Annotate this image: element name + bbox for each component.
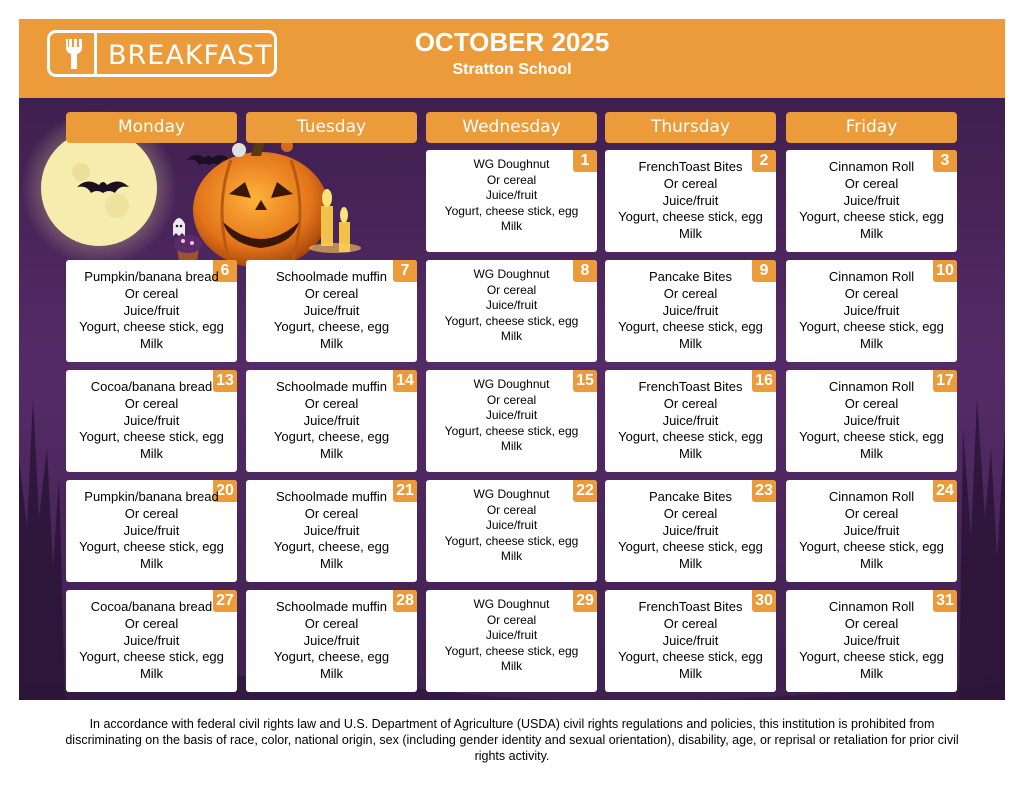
menu-line: Juice/fruit (303, 302, 360, 318)
menu-line: Milk (139, 666, 164, 682)
day-number: 14 (393, 370, 417, 392)
menu-line: Or cereal (663, 285, 718, 301)
menu-line: Yogurt, cheese stick, egg (79, 429, 224, 445)
menu-line: Juice/fruit (303, 632, 360, 648)
day-header-wednesday: Wednesday (426, 112, 597, 143)
day-cell (66, 480, 237, 582)
menu-main-item: Pumpkin/banana bread (84, 489, 219, 504)
menu-line: Yogurt, cheese, egg (273, 319, 390, 335)
menu-main-item: WG Doughnut (473, 377, 550, 391)
menu-line: Or cereal (663, 505, 718, 521)
menu-line: Yogurt, cheese stick, egg (618, 649, 763, 665)
menu-main-item: FrenchToast Bites (638, 159, 743, 174)
menu-main-item: Schoolmade muffin (275, 489, 388, 504)
menu-line: Juice/fruit (303, 412, 360, 428)
day-cell (605, 150, 776, 252)
menu-line: Juice/fruit (485, 188, 538, 202)
menu-main-item: Pancake Bites (648, 269, 733, 284)
menu-line: Juice/fruit (123, 522, 180, 538)
day-number: 30 (752, 590, 776, 612)
menu-main-item: Cinnamon Roll (828, 269, 915, 284)
day-number: 9 (752, 260, 776, 282)
menu-line: Yogurt, cheese stick, egg (799, 429, 944, 445)
day-cell (426, 260, 597, 362)
day-number: 21 (393, 480, 417, 502)
menu-line: Milk (859, 336, 884, 352)
menu-line: Yogurt, cheese stick, egg (444, 203, 579, 218)
menu-line: Yogurt, cheese stick, egg (618, 209, 763, 225)
menu-line: Yogurt, cheese stick, egg (799, 319, 944, 335)
day-cell (66, 590, 237, 692)
menu-line: Milk (319, 556, 344, 572)
day-number: 1 (573, 150, 597, 172)
menu-line: Milk (678, 446, 703, 462)
menu-main-item: Schoolmade muffin (275, 599, 388, 614)
menu-line: Or cereal (844, 175, 899, 191)
day-number: 6 (213, 260, 237, 282)
day-cell (786, 480, 957, 582)
day-number: 20 (213, 480, 237, 502)
menu-main-item: Schoolmade muffin (275, 379, 388, 394)
menu-line: Yogurt, cheese stick, egg (618, 539, 763, 555)
menu-line: Milk (139, 336, 164, 352)
menu-line: Or cereal (124, 615, 179, 631)
menu-line: Or cereal (304, 615, 359, 631)
day-number: 27 (213, 590, 237, 612)
menu-line: Milk (139, 556, 164, 572)
menu-line: Yogurt, cheese stick, egg (79, 649, 224, 665)
menu-line: Juice/fruit (662, 412, 719, 428)
menu-main-item: Pancake Bites (648, 489, 733, 504)
menu-line: Yogurt, cheese stick, egg (799, 649, 944, 665)
menu-line: Milk (500, 549, 523, 563)
menu-line: Milk (500, 659, 523, 673)
menu-line: Milk (319, 336, 344, 352)
menu-line: Juice/fruit (303, 522, 360, 538)
day-cell (246, 590, 417, 692)
day-cell (786, 260, 957, 362)
menu-line: Milk (500, 329, 523, 343)
menu-line: Yogurt, cheese stick, egg (799, 539, 944, 555)
logo-text: BREAKFAST (108, 40, 273, 71)
menu-main-item: Cinnamon Roll (828, 489, 915, 504)
menu-line: Juice/fruit (485, 298, 538, 312)
day-number: 17 (933, 370, 957, 392)
day-number: 10 (933, 260, 957, 282)
menu-main-item: Cinnamon Roll (828, 159, 915, 174)
day-number: 23 (752, 480, 776, 502)
menu-line: Milk (678, 336, 703, 352)
day-cell (605, 590, 776, 692)
day-cell (246, 260, 417, 362)
day-number: 15 (573, 370, 597, 392)
day-cell (605, 260, 776, 362)
day-cell (66, 260, 237, 362)
menu-line: Milk (678, 666, 703, 682)
menu-line: Milk (859, 666, 884, 682)
menu-line: Yogurt, cheese stick, egg (444, 533, 579, 548)
menu-line: Or cereal (663, 395, 718, 411)
menu-line: Or cereal (304, 285, 359, 301)
menu-line: Yogurt, cheese stick, egg (79, 539, 224, 555)
menu-line: Milk (500, 439, 523, 453)
day-number: 7 (393, 260, 417, 282)
jack-o-lantern-icon (193, 128, 329, 268)
menu-line: Milk (500, 219, 523, 233)
day-number: 16 (752, 370, 776, 392)
day-cell (786, 150, 957, 252)
day-number: 3 (933, 150, 957, 172)
day-cell (426, 150, 597, 252)
menu-line: Milk (319, 666, 344, 682)
civil-rights-statement: In accordance with federal civil rights law and U.S. Department of Agriculture (USDA) civil rights regulations and policies, this institution is prohibited from discriminating on the basis of race, color, national origin, sex (including gender identity and sexual orientation), disability, age, or reprisal or retaliation for prior civil rights activity. (65, 717, 959, 763)
menu-line: Yogurt, cheese stick, egg (618, 429, 763, 445)
day-number: 8 (573, 260, 597, 282)
menu-line: Juice/fruit (485, 408, 538, 422)
menu-line: Or cereal (486, 172, 537, 187)
header-banner (19, 19, 1005, 98)
day-header-thursday: Thursday (605, 112, 776, 143)
day-cell (605, 480, 776, 582)
day-number: 31 (933, 590, 957, 612)
day-number: 2 (752, 150, 776, 172)
menu-line: Yogurt, cheese stick, egg (444, 423, 579, 438)
menu-line: Milk (139, 446, 164, 462)
menu-line: Juice/fruit (123, 632, 180, 648)
menu-line: Juice/fruit (662, 192, 719, 208)
menu-line: Yogurt, cheese stick, egg (444, 643, 579, 658)
menu-line: Juice/fruit (662, 632, 719, 648)
menu-line: Yogurt, cheese, egg (273, 429, 390, 445)
day-number: 13 (213, 370, 237, 392)
day-number: 24 (933, 480, 957, 502)
day-number: 22 (573, 480, 597, 502)
menu-main-item: Cinnamon Roll (828, 599, 915, 614)
menu-line: Or cereal (844, 285, 899, 301)
day-cell (605, 370, 776, 472)
menu-line: Yogurt, cheese, egg (273, 649, 390, 665)
day-cell (66, 370, 237, 472)
day-cell (786, 370, 957, 472)
day-number: 28 (393, 590, 417, 612)
day-cell (426, 590, 597, 692)
menu-line: Juice/fruit (843, 632, 900, 648)
menu-main-item: Cinnamon Roll (828, 379, 915, 394)
ghost-icon (173, 218, 185, 236)
menu-line: Or cereal (124, 285, 179, 301)
day-header-friday: Friday (786, 112, 957, 143)
menu-line: Juice/fruit (123, 302, 180, 318)
menu-line: Milk (859, 446, 884, 462)
menu-line: Juice/fruit (843, 302, 900, 318)
menu-line: Or cereal (844, 505, 899, 521)
menu-line: Or cereal (124, 505, 179, 521)
day-header-monday: Monday (66, 112, 237, 143)
menu-line: Juice/fruit (662, 302, 719, 318)
menu-main-item: FrenchToast Bites (638, 599, 743, 614)
menu-line: Or cereal (304, 505, 359, 521)
menu-line: Milk (678, 556, 703, 572)
menu-line: Yogurt, cheese stick, egg (79, 319, 224, 335)
menu-main-item: FrenchToast Bites (638, 379, 743, 394)
menu-line: Juice/fruit (662, 522, 719, 538)
menu-line: Or cereal (663, 175, 718, 191)
menu-line: Or cereal (304, 395, 359, 411)
menu-line: Yogurt, cheese stick, egg (444, 313, 579, 328)
menu-line: Or cereal (663, 615, 718, 631)
menu-main-item: Pumpkin/banana bread (84, 269, 219, 284)
menu-main-item: Schoolmade muffin (275, 269, 388, 284)
day-cell (786, 590, 957, 692)
menu-line: Or cereal (124, 395, 179, 411)
menu-line: Juice/fruit (843, 522, 900, 538)
menu-line: Juice/fruit (123, 412, 180, 428)
menu-line: Juice/fruit (843, 192, 900, 208)
page-subtitle: Stratton School (452, 61, 572, 78)
menu-main-item: WG Doughnut (473, 487, 550, 501)
menu-line: Yogurt, cheese, egg (273, 539, 390, 555)
menu-main-item: Cocoa/banana bread (90, 379, 213, 394)
menu-line: Or cereal (486, 392, 537, 407)
menu-line: Or cereal (486, 282, 537, 297)
menu-line: Yogurt, cheese stick, egg (799, 209, 944, 225)
menu-line: Or cereal (844, 395, 899, 411)
day-cell (426, 370, 597, 472)
menu-line: Yogurt, cheese stick, egg (618, 319, 763, 335)
day-number: 29 (573, 590, 597, 612)
day-cell (426, 480, 597, 582)
menu-line: Or cereal (486, 612, 537, 627)
menu-main-item: WG Doughnut (473, 597, 550, 611)
menu-line: Milk (319, 446, 344, 462)
menu-line: Or cereal (844, 615, 899, 631)
day-cell (246, 370, 417, 472)
menu-line: Juice/fruit (843, 412, 900, 428)
day-header-tuesday: Tuesday (246, 112, 417, 143)
menu-main-item: Cocoa/banana bread (90, 599, 213, 614)
menu-line: Or cereal (486, 502, 537, 517)
menu-main-item: WG Doughnut (473, 267, 550, 281)
menu-line: Milk (678, 226, 703, 242)
menu-line: Milk (859, 556, 884, 572)
day-cell (246, 480, 417, 582)
menu-line: Juice/fruit (485, 518, 538, 532)
menu-line: Milk (859, 226, 884, 242)
menu-main-item: WG Doughnut (473, 157, 550, 171)
page-title: OCTOBER 2025 (414, 27, 610, 57)
menu-line: Juice/fruit (485, 628, 538, 642)
